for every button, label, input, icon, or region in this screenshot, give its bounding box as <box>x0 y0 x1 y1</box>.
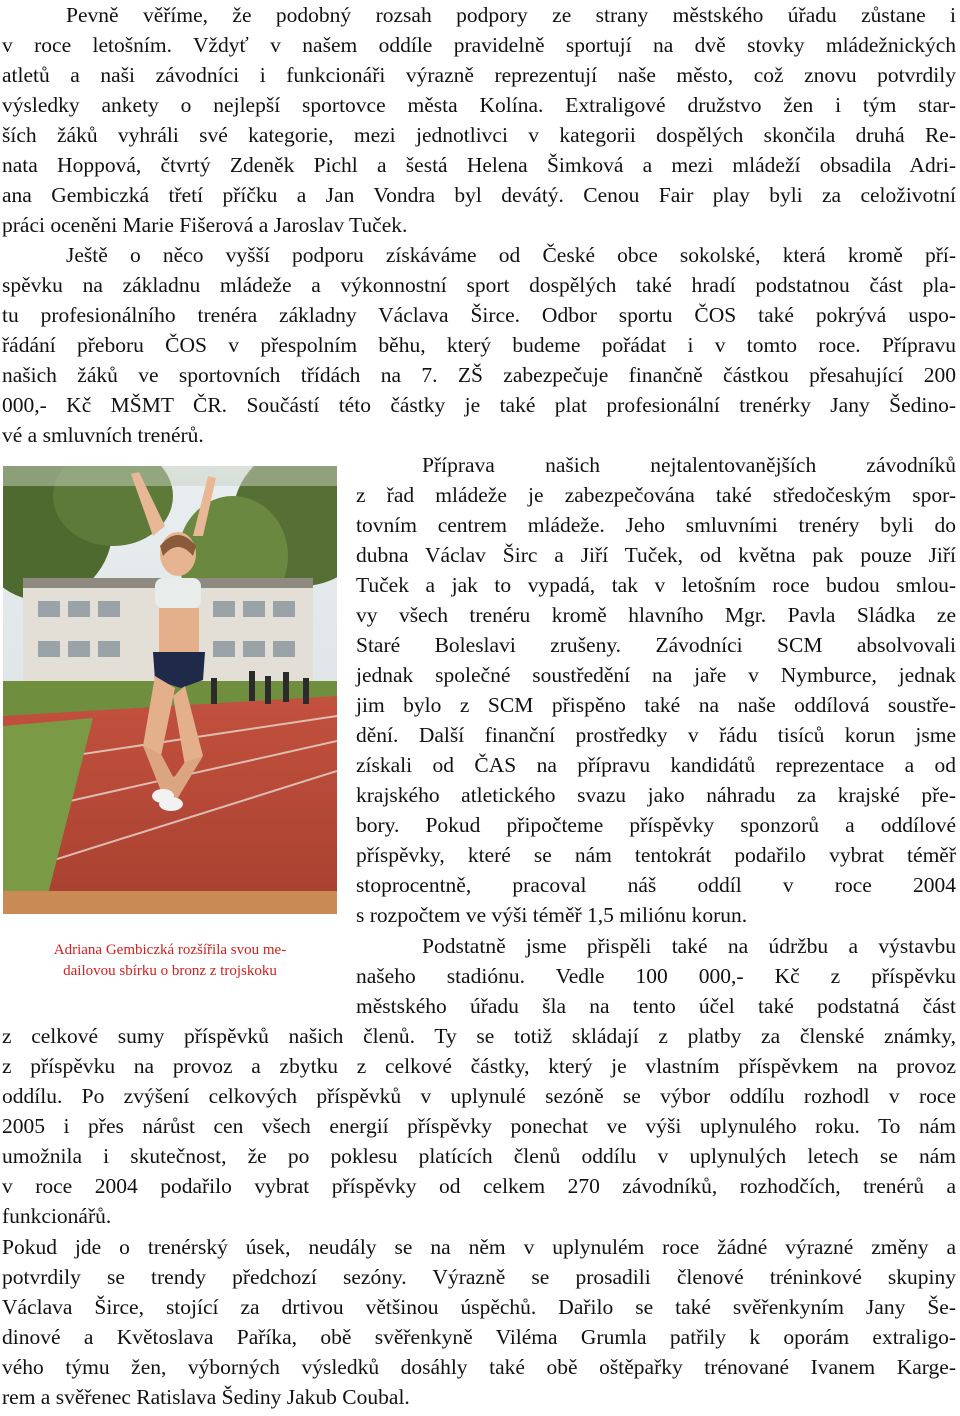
text-line: Tuček a jak to vypadá, tak v letošním roce budou smlou- <box>356 573 956 597</box>
text-line: potvrdily se trendy předchozí sezóny. Výrazně se prosadili členové tréninkové skupiny <box>2 1265 956 1289</box>
text-line: rem a svěřenec Ratislava Šediny Jakub Coubal. <box>2 1385 410 1409</box>
text-line: Pevně věříme, že podobný rozsah podpory ze strany městského úřadu zůstane i <box>66 3 956 27</box>
text-line: nata Hoppová, čtvrtý Zdeněk Pichl a šestá Helena Šimková a mezi mládeží obsadila Adri- <box>2 153 956 177</box>
text-line: v roce 2004 podařilo vybrat příspěvky od celkem 270 závodníků, rozhodčích, trenérů a <box>2 1174 956 1198</box>
text-line: městského úřadu šla na tento účel také podstatná část <box>356 994 956 1018</box>
text-line: Staré Boleslavi zrušeny. Závodníci SCM absolvovali <box>356 633 956 657</box>
text-line: Václava Širce, stojící za drtivou většinou úspěchů. Dařilo se také svěřenkyním Jany Še- <box>2 1295 956 1319</box>
text-line: bory. Pokud připočteme příspěvky sponzorů a oddílové <box>356 813 956 837</box>
text-line: z příspěvku na provoz a zbytku z celkové částky, který je vlastním příspěvkem na provoz <box>2 1054 956 1078</box>
text-line: tu profesionálního trenéra základny Václava Širce. Odbor sportu ČOS také pokrývá uspo- <box>2 303 956 327</box>
text-line: z celkové sumy příspěvků našich členů. Ty se totiž skládají z platby za členské známky, <box>2 1024 956 1048</box>
caption-line: dailovou sbírku o bronz z trojskoku <box>63 963 277 979</box>
text-line: získali od ČAS na přípravu kandidátů reprezentace a od <box>356 753 956 777</box>
text-line: práci oceněni Marie Fišerová a Jaroslav Tuček. <box>2 213 408 237</box>
text-line: řádání přeboru ČOS v přespolním běhu, který budeme pořádat i v tomto roce. Přípravu <box>2 333 956 357</box>
text-line: našeho stadiónu. Vedle 100 000,- Kč z příspěvku <box>356 964 956 988</box>
text-line: Příprava našich nejtalentovanějších závodníků <box>422 453 956 477</box>
text-line: jednak společné soustředění na jaře v Nymburce, jednak <box>356 663 956 687</box>
text-line: Ještě o něco vyšší podporu získáváme od České obce sokolské, která kromě pří- <box>66 243 956 267</box>
text-line: ana Gembiczká třetí příčku a Jan Vondra byl devátý. Cenou Fair play byli za celoživotní <box>2 183 956 207</box>
text-line: našich žáků ve sportovních třídách na 7. ZŠ zabezpečuje finančně částkou přesahující 200 <box>2 363 956 387</box>
text-line: tovním centrem mládeže. Jeho smluvními trenéry byli do <box>356 513 956 537</box>
text-line: příspěvky, které se nám tentokrát podařilo vybrat téměř <box>356 843 956 867</box>
text-line: krajského atletického svazu jako náhradu za krajské pře- <box>356 783 956 807</box>
text-line: ších žáků vyhráli své kategorie, mezi jednotlivci v kategorii dospělých skončila druhá Re- <box>2 123 956 147</box>
text-line: oddílu. Po zvýšení celkových příspěvků v uplynulé sezóně se výbor oddílu rozhodl v roce <box>2 1084 956 1108</box>
text-line: dubna Václav Širc a Jiří Tuček, od května pak pouze Jiří <box>356 543 956 567</box>
photo-caption <box>3 940 337 982</box>
text-line: výsledky ankety o nejlepší sportovce města Kolína. Extraligové družstvo žen i tým star- <box>2 93 956 117</box>
text-line: atletů a naši závodníci i funkcionáři výrazně reprezentují naše město, což znovu potvrdily <box>2 63 956 87</box>
text-line: dění. Další finanční prostředky v řádu tisíců korun jsme <box>356 723 956 747</box>
text-line: s rozpočtem ve výši téměř 1,5 miliónu korun. <box>356 903 748 927</box>
text-line: vé a smluvních trenérů. <box>2 423 204 447</box>
text-line: v roce letošním. Vždyť v našem oddíle pravidelně sportují na dvě stovky mládežnických <box>2 33 956 57</box>
text-line: Pokud jde o trenérský úsek, neudály se na něm v uplynulém roce žádné výrazné změny a <box>2 1235 956 1259</box>
text-line: z řad mládeže je zabezpečována také středočeským spor- <box>356 483 956 507</box>
text-line: Podstatně jsme přispěli také na údržbu a výstavbu <box>422 934 956 958</box>
text-line: spěvku na základnu mládeže a výkonnostní sport dospělých také hradí podstatnou část pla- <box>2 273 956 297</box>
text-line: vého týmu žen, výborných výsledků dosáhly také obě oštěpařky trénované Ivanem Karge- <box>2 1355 956 1379</box>
text-line: umožnila i skutečnost, že po poklesu platících členů oddílu v uplynulých letech se nám <box>2 1144 956 1168</box>
caption-line: Adriana Gembiczká rozšířila svou me- <box>53 942 287 958</box>
text-line: stoprocentně, pracoval náš oddíl v roce 2004 <box>356 873 956 897</box>
text-line: vy všech trenéru kromě hlavního Mgr. Pavla Sládka ze <box>356 603 956 627</box>
text-line: funkcionářů. <box>2 1204 112 1228</box>
text-line: 000,- Kč MŠMT ČR. Součástí této částky je také plat profesionální trenérky Jany Šedino- <box>2 393 956 417</box>
long-jump-photo <box>3 466 337 914</box>
text-line: 2005 i přes nárůst cen všech energií příspěvky ponechat ve výši uplynulého roku. To nám <box>2 1114 956 1138</box>
text-line: jim bylo z SCM přispěno také na naše oddílová soustře- <box>356 693 956 717</box>
text-line: dinové a Květoslava Paříka, obě svěřenkyně Viléma Grumla patřily k oporám extraligo- <box>2 1325 956 1349</box>
